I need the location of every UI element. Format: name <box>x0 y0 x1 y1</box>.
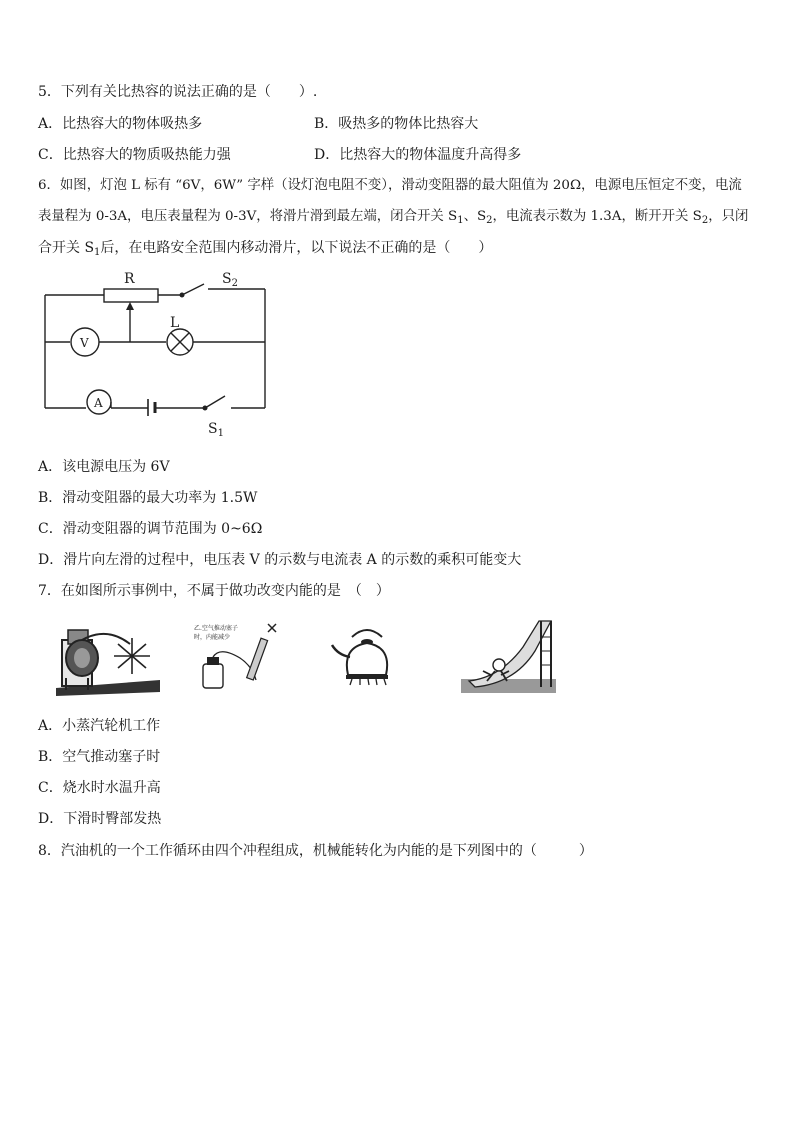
q7-option-c: C．烧水时水温升高 <box>38 780 161 796</box>
fig2-caption-1: 乙.空气推动塞子 <box>194 625 238 632</box>
q7-option-d: D．下滑时臀部发热 <box>38 811 162 827</box>
slide-image <box>461 617 556 693</box>
q5-stem: 5．下列有关比热容的说法正确的是（ ）. <box>38 84 318 100</box>
label-r: R <box>124 271 135 287</box>
label-a: A <box>94 396 103 410</box>
label-v: V <box>80 336 89 350</box>
q7-option-a: A．小蒸汽轮机工作 <box>38 718 161 734</box>
q6-stem-line3: 合开关 $S_1$后，在电路安全范围内移动滑片，以下说法不正确的是（ ） <box>38 240 493 258</box>
q6-option-a: A．该电源电压为 6V <box>38 459 170 475</box>
label-s2: $S_2$ <box>222 271 238 289</box>
q6-stem-line2: 表量程为 0-3A，电压表量程为 0-3V，将滑片滑到最左端，闭合开关 $S_1$、$S_2$，电流表示数为 1.3A，断开开关 $S_2$，只闭 <box>38 209 749 226</box>
air-push-stopper-image <box>190 618 285 690</box>
circuit-diagram <box>38 268 273 443</box>
q8-stem: 8．汽油机的一个工作循环由四个冲程组成，机械能转化为内能的是下列图中的（ ） <box>38 843 593 859</box>
q7-stem: 7．在如图所示事例中，不属于做功改变内能的是 （ ） <box>38 583 390 599</box>
q6-option-c: C．滑动变阻器的调节范围为 0~6Ω <box>38 521 263 537</box>
slider-arrow-icon <box>126 302 134 310</box>
switch-s1-blade <box>205 396 225 408</box>
label-s1: $S_1$ <box>208 421 224 439</box>
fig2-caption-2: 时，内能减少 <box>194 634 231 641</box>
q6-stem-line1: 6．如图，灯泡 L 标有 “6V，6W” 字样（设灯泡电阻不变），滑动变阻器的最大阻值为 20Ω，电源电压恒定不变，电流 <box>38 178 742 193</box>
kettle-image <box>330 625 405 687</box>
switch-s2-blade <box>182 284 204 295</box>
q6-option-b: B．滑动变阻器的最大功率为 1.5W <box>38 490 258 506</box>
q5-option-c: C．比热容大的物质吸热能力强 <box>38 147 231 163</box>
q5-option-a: A．比热容大的物体吸热多 <box>38 116 203 132</box>
rheostat-resistor <box>104 289 158 302</box>
label-l: L <box>170 315 180 331</box>
steam-turbine-image <box>52 618 164 696</box>
q7-option-b: B．空气推动塞子时 <box>38 749 161 765</box>
q5-option-d: D．比热容大的物体温度升高得多 <box>314 147 522 163</box>
q6-option-d: D．滑片向左滑的过程中，电压表 V 的示数与电流表 A 的示数的乘积可能变大 <box>38 552 522 568</box>
q5-option-b: B．吸热多的物体比热容大 <box>314 116 479 132</box>
child-head-icon <box>493 659 505 671</box>
